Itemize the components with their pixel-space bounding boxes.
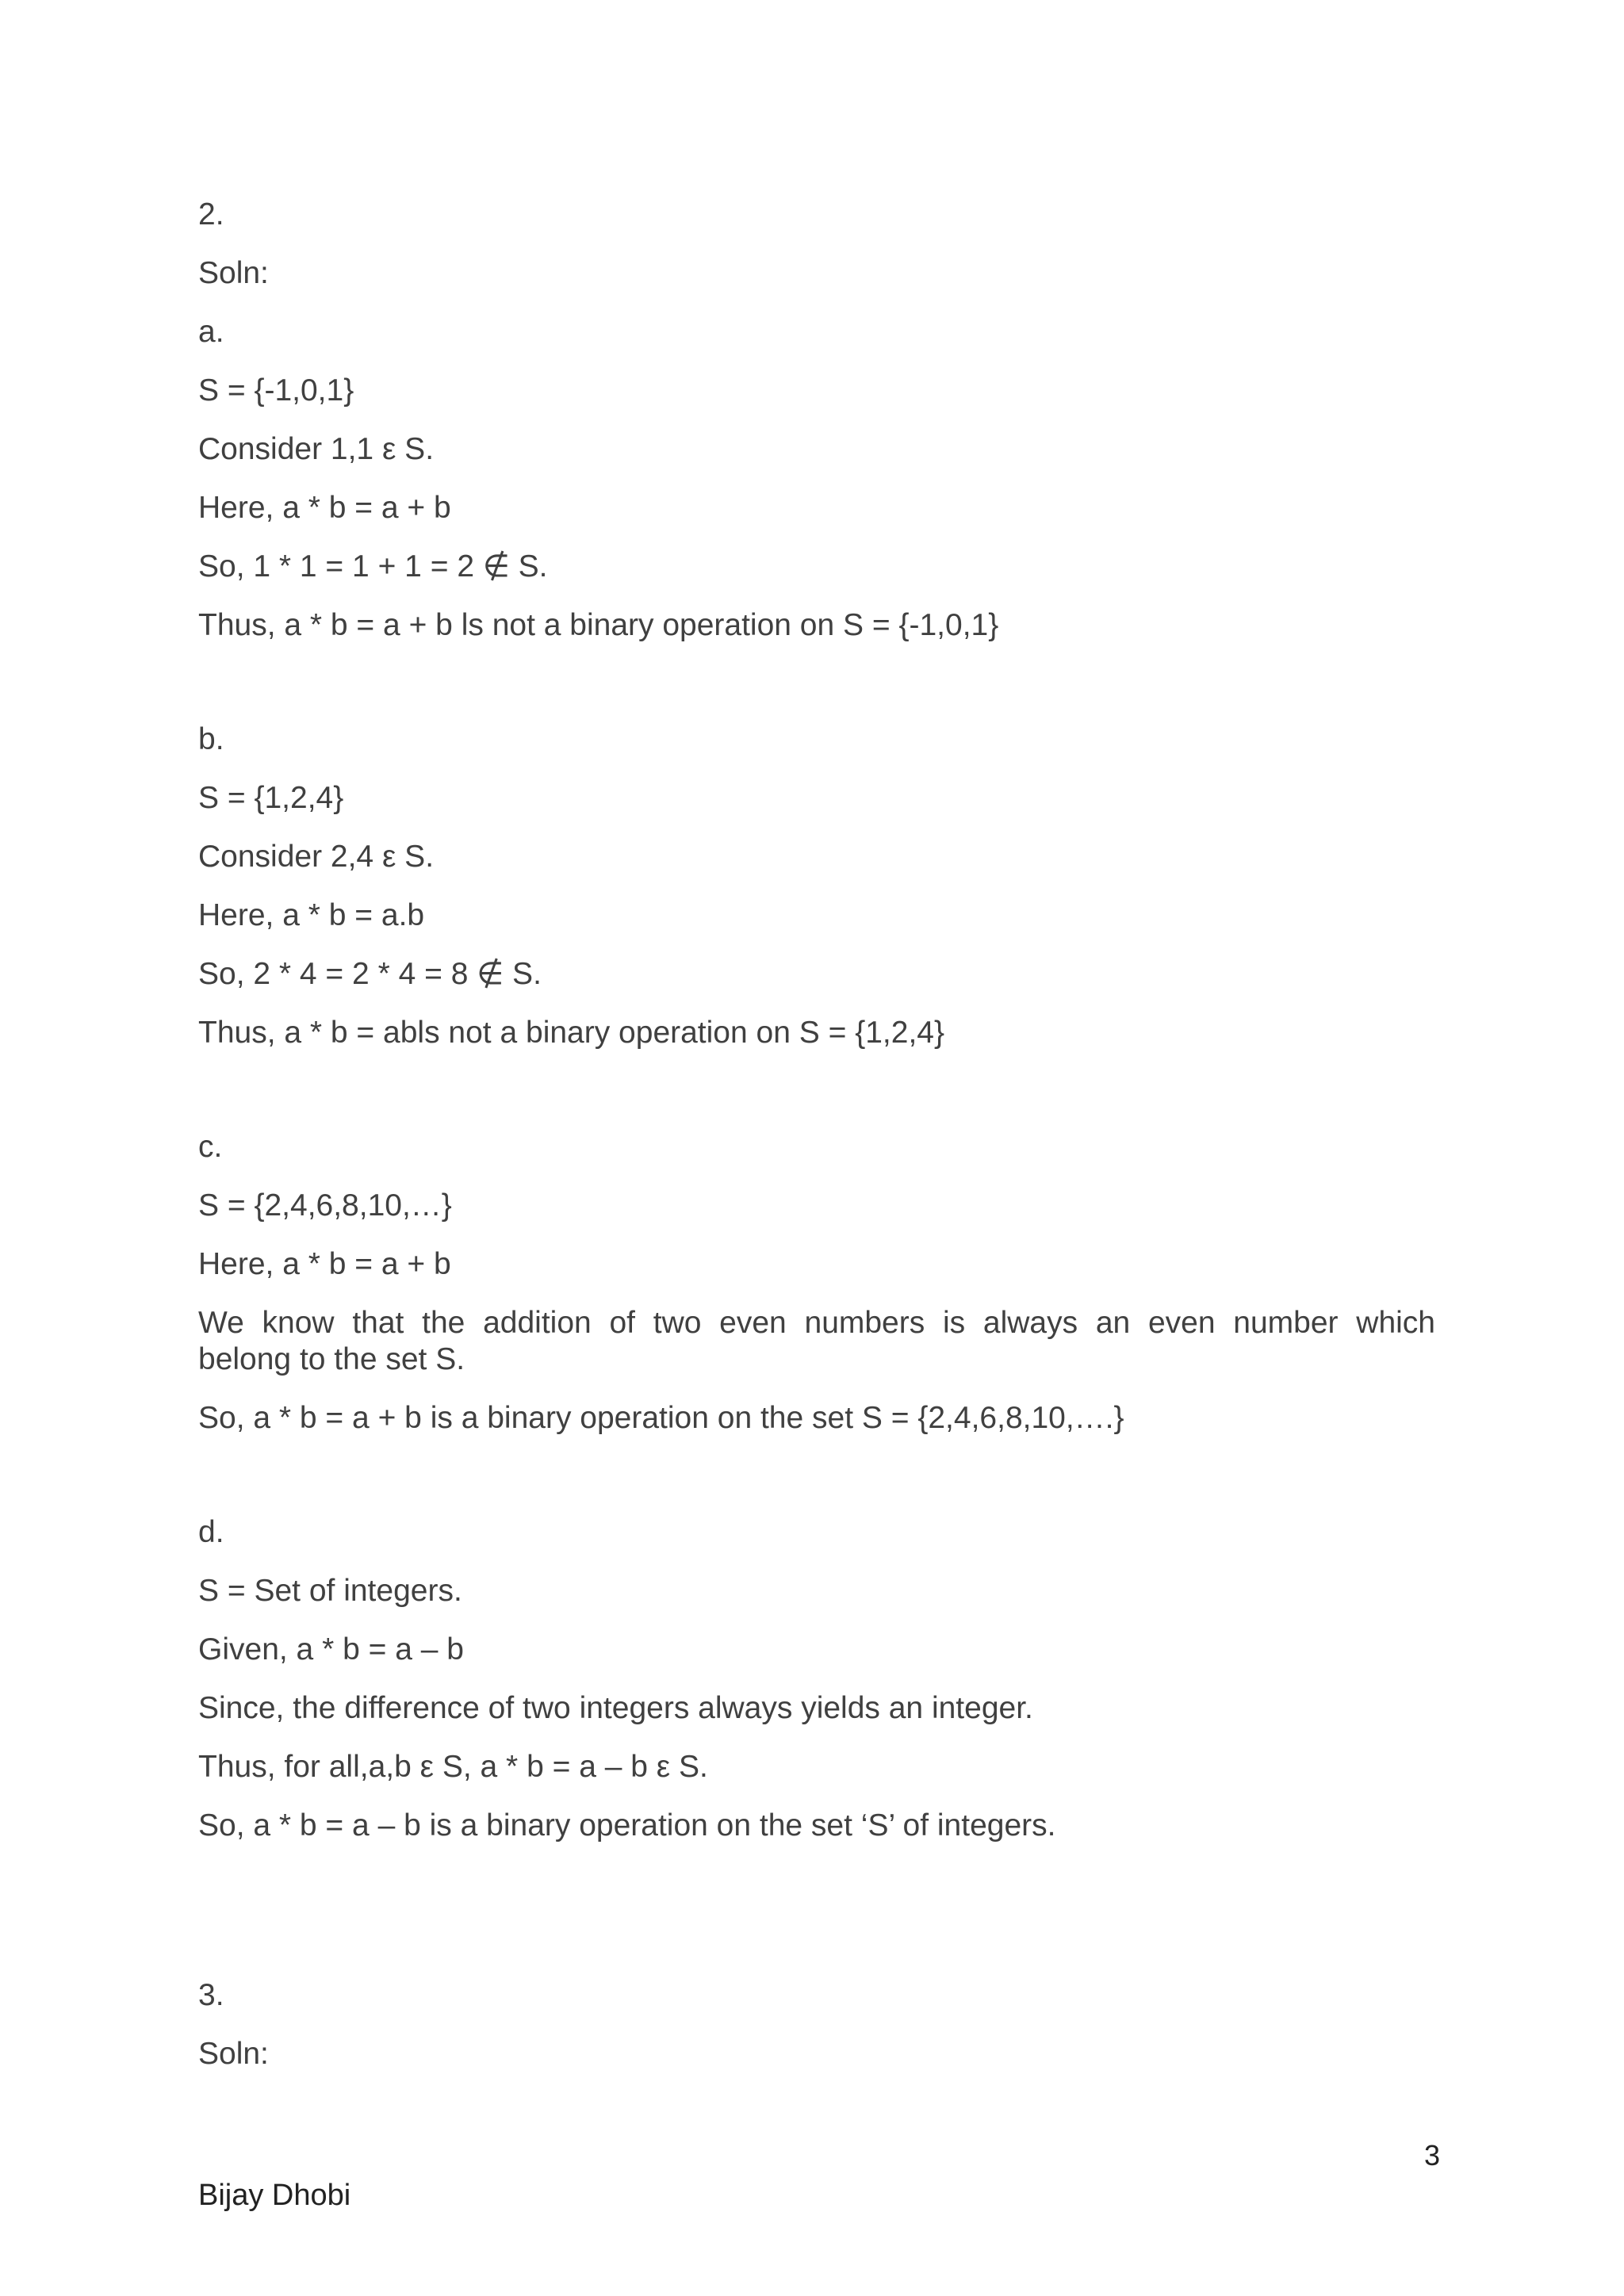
part-label: a. <box>198 315 224 349</box>
conclusion-line: Thus, a * b = a + b ls not a binary operation on S = {-1,0,1} <box>198 608 999 642</box>
question-number: 2. <box>198 197 224 232</box>
section-gap <box>198 666 1435 721</box>
part-label: c. <box>198 1130 223 1164</box>
solution-heading: Soln: <box>198 256 269 290</box>
text-line: Here, a * b = a.b <box>198 898 425 932</box>
conclusion-line: So, a * b = a + b is a binary operation on the set S = {2,4,6,8,10,….} <box>198 1401 1124 1435</box>
section-gap <box>198 1459 1435 1514</box>
text-line: Here, a * b = a + b <box>198 1247 451 1281</box>
footer-author: Bijay Dhobi <box>198 2179 351 2212</box>
part-label: d. <box>198 1515 224 1549</box>
paragraph-line: We know that the addition of two even numbers is always an even number which <box>198 1306 1435 1340</box>
paragraph-line: belong to the set S. <box>198 1342 465 1376</box>
section-gap <box>198 1866 1435 1977</box>
part-label: b. <box>198 722 224 756</box>
page-number: 3 <box>1424 2139 1441 2172</box>
solution-heading: Soln: <box>198 2037 269 2071</box>
text-line: Consider 1,1 ε S. <box>198 432 435 466</box>
text-line: S = Set of integers. <box>198 1574 462 1608</box>
text-line: S = {-1,0,1} <box>198 373 354 408</box>
conclusion-line: So, a * b = a – b is a binary operation on the set ‘S’ of integers. <box>198 1808 1056 1843</box>
section-gap <box>198 1073 1435 1129</box>
text-line: Thus, for all,a,b ε S, a * b = a – b ε S. <box>198 1750 708 1784</box>
text-line: So, 2 * 4 = 2 * 4 = 8 ∉ S. <box>198 957 542 991</box>
conclusion-line: Thus, a * b = abls not a binary operation on S = {1,2,4} <box>198 1016 944 1050</box>
question-number: 3. <box>198 1978 224 2012</box>
document-body <box>198 197 1435 2095</box>
text-line: Consider 2,4 ε S. <box>198 840 435 874</box>
text-line: Given, a * b = a – b <box>198 1632 464 1667</box>
text-line: Since, the difference of two integers always yields an integer. <box>198 1691 1033 1725</box>
text-line: Here, a * b = a + b <box>198 491 451 525</box>
text-line: S = {1,2,4} <box>198 781 344 815</box>
text-line: S = {2,4,6,8,10,…} <box>198 1188 452 1223</box>
text-line: So, 1 * 1 = 1 + 1 = 2 ∉ S. <box>198 549 548 584</box>
